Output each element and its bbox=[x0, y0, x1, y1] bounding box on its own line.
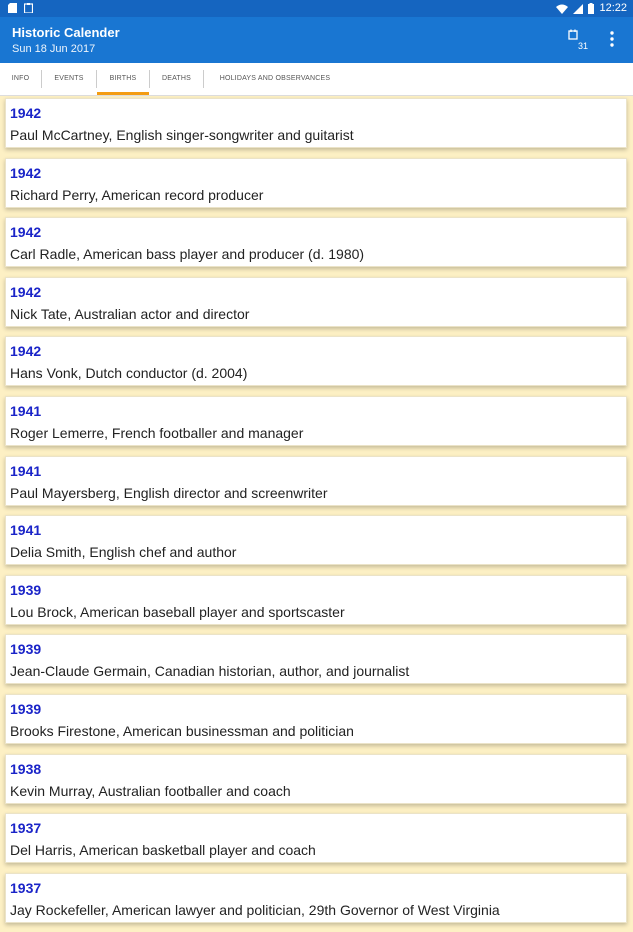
calendar-badge: 31 bbox=[578, 41, 589, 51]
birth-description: Richard Perry, American record producer bbox=[10, 186, 264, 203]
status-left-icons bbox=[8, 3, 33, 13]
birth-year: 1941 bbox=[10, 462, 42, 479]
tab-births[interactable]: BIRTHS bbox=[109, 75, 137, 82]
list-item[interactable] bbox=[5, 158, 627, 208]
birth-year: 1941 bbox=[10, 402, 42, 419]
list-item[interactable] bbox=[5, 694, 627, 744]
list-item[interactable] bbox=[5, 277, 627, 327]
list-item[interactable] bbox=[5, 515, 627, 565]
birth-description: Hans Vonk, Dutch conductor (d. 2004) bbox=[10, 365, 248, 382]
birth-description: Delia Smith, English chef and author bbox=[10, 544, 237, 561]
list-item[interactable] bbox=[5, 336, 627, 386]
app-subtitle: Sun 18 Jun 2017 bbox=[12, 43, 96, 55]
status-right bbox=[556, 2, 627, 15]
birth-description: Jean-Claude Germain, Canadian historian, author, and journalist bbox=[10, 663, 410, 680]
battery-icon bbox=[588, 3, 594, 14]
birth-year: 1939 bbox=[10, 641, 42, 658]
list-item[interactable] bbox=[5, 813, 627, 863]
calendar-icon[interactable] bbox=[567, 28, 591, 52]
birth-description: Brooks Firestone, American businessman and politician bbox=[10, 722, 354, 739]
birth-year: 1942 bbox=[10, 224, 42, 241]
signal-icon bbox=[573, 4, 583, 14]
birth-year: 1942 bbox=[10, 283, 42, 300]
tab-info[interactable]: INFO bbox=[11, 75, 30, 82]
tab-deaths[interactable]: DEATHS bbox=[161, 75, 192, 82]
list-item[interactable] bbox=[5, 396, 627, 446]
births-list bbox=[5, 98, 627, 932]
birth-year: 1942 bbox=[10, 343, 42, 360]
birth-description: Paul McCartney, English singer-songwriter and guitarist bbox=[10, 127, 354, 143]
birth-year: 1942 bbox=[10, 164, 42, 181]
birth-description: Nick Tate, Australian actor and director bbox=[10, 305, 250, 322]
birth-description: Lou Brock, American baseball player and sportscaster bbox=[10, 603, 345, 620]
more-options-icon[interactable] bbox=[604, 28, 620, 52]
tabs-bar bbox=[0, 63, 633, 96]
wifi-icon bbox=[556, 4, 568, 14]
list-item[interactable] bbox=[5, 217, 627, 267]
birth-description: Jay Rockefeller, American lawyer and politician, 29th Governor of West Virginia bbox=[10, 901, 500, 918]
birth-year: 1941 bbox=[10, 522, 42, 539]
birth-description: Kevin Murray, Australian footballer and coach bbox=[10, 782, 291, 799]
birth-year: 1937 bbox=[10, 879, 42, 896]
status-bar bbox=[0, 0, 633, 17]
list-item[interactable] bbox=[5, 634, 627, 684]
birth-description: Paul Mayersberg, English director and screenwriter bbox=[10, 484, 328, 501]
clipboard-icon bbox=[24, 3, 33, 13]
tab-holidays[interactable]: HOLIDAYS AND OBSERVANCES bbox=[219, 75, 331, 82]
app-bar bbox=[0, 17, 633, 63]
tab-active-indicator bbox=[97, 92, 149, 95]
list-item[interactable] bbox=[5, 873, 627, 923]
birth-year: 1939 bbox=[10, 581, 42, 598]
list-item[interactable] bbox=[5, 98, 627, 148]
app-title: Historic Calender bbox=[12, 25, 120, 40]
tab-events[interactable]: EVENTS bbox=[54, 75, 84, 82]
birth-description: Carl Radle, American bass player and producer (d. 1980) bbox=[10, 246, 365, 263]
sd-card-icon bbox=[8, 3, 17, 13]
birth-year: 1942 bbox=[10, 105, 42, 121]
birth-description: Roger Lemerre, French footballer and manager bbox=[10, 424, 304, 441]
birth-year: 1938 bbox=[10, 760, 42, 777]
birth-year: 1937 bbox=[10, 820, 42, 837]
birth-year: 1939 bbox=[10, 700, 42, 717]
list-item[interactable] bbox=[5, 754, 627, 804]
list-item[interactable] bbox=[5, 456, 627, 506]
birth-description: Del Harris, American basketball player and coach bbox=[10, 842, 316, 859]
list-item[interactable] bbox=[5, 575, 627, 625]
status-time: 12:22 bbox=[599, 2, 627, 14]
